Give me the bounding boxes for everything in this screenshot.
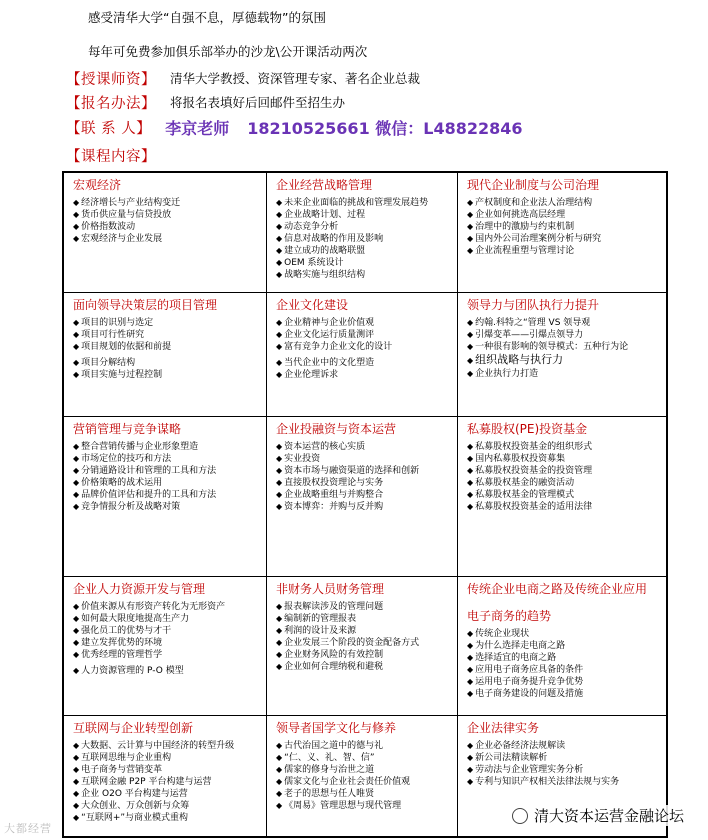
course-title: 现代企业制度与公司治理 [467, 178, 600, 192]
course-item: ◆ 私募股权基金的管理模式 [467, 490, 575, 500]
course-item: ◆ 利润的设计及来源 [276, 626, 357, 636]
course-item: ◆ 价格指数波动 [73, 222, 136, 232]
course-title: 非财务人员财务管理 [276, 582, 385, 596]
course-item: ◆ 建立发挥优势的环境 [73, 638, 163, 648]
course-item: ◆ 品牌价值评估和提升的工具和方法 [73, 490, 217, 500]
register-label: 【报名办法】 [66, 95, 156, 112]
wechat-watermark [510, 805, 686, 826]
course-title: 面向领导决策层的项目管理 [73, 298, 218, 312]
course-item: ◆ “仁、义、礼、智、信” [276, 753, 375, 763]
course-item: ◆ 约翰.科特之“管理 VS 领导观 [467, 318, 591, 328]
course-title: 企业人力资源开发与管理 [73, 582, 206, 596]
course-item: ◆ 企业 O2O 平台构建与运营 [73, 789, 188, 799]
course-item: ◆ 儒家文化与企业社会责任价值观 [276, 777, 411, 787]
course-item: ◆ 市场定位的技巧和方法 [73, 454, 172, 464]
course-item: ◆ 资本市场与融资渠道的选择和创新 [276, 466, 420, 476]
course-item: ◆ 应用电子商务应具备的条件 [467, 665, 584, 675]
course-item: ◆ 资本运营的核心实质 [276, 442, 366, 452]
course-item: ◆ 组织战略与执行力 [467, 353, 564, 366]
course-item: ◆ 《周易》管理思想与现代管理 [276, 801, 402, 811]
course-cell [267, 577, 458, 716]
course-item: ◆ 价值来源从有形资产转化为无形资产 [73, 602, 226, 612]
course-item: ◆ 企业流程重塑与管理讨论 [467, 246, 575, 256]
register-row [66, 91, 345, 113]
course-item: ◆ OEM 系统设计 [276, 258, 344, 268]
course-cell [267, 716, 458, 836]
course-item: ◆ 企业发展三个阶段的资金配备方式 [276, 638, 420, 648]
course-grid [62, 171, 668, 838]
course-title: 企业投融资与资本运营 [276, 422, 397, 436]
course-item: ◆ 直接股权投资理论与实务 [276, 478, 384, 488]
course-item: ◆ 为什么选择走电商之路 [467, 641, 566, 651]
course-item: ◆ 电子商务建设的问题及措施 [467, 689, 584, 699]
course-item: ◆ 一种很有影响的领导模式：五种行为论 [467, 342, 629, 352]
corner-logo: 大都经营 [4, 822, 52, 835]
course-item: ◆ 富有竞争力企业文化的设计 [276, 342, 393, 352]
course-item: ◆ 企业伦理诉求 [276, 370, 339, 380]
course-item: ◆ 专利与知识产权相关法律法规与实务 [467, 777, 620, 787]
course-cell [267, 173, 458, 293]
course-cell [267, 293, 458, 417]
course-item: ◆ 大众创业、万众创新与众筹 [73, 801, 190, 811]
course-title: 企业文化建设 [276, 298, 349, 312]
course-item: ◆ 报表解读涉及的管理问题 [276, 602, 384, 612]
course-item: ◆ 企业如何合理纳税和避税 [276, 662, 384, 672]
course-item: ◆ 劳动法与企业管理实务分析 [467, 765, 584, 775]
course-item: ◆ 实业投资 [276, 454, 321, 464]
course-item: ◆ 编制新的管理报表 [276, 614, 357, 624]
course-item: ◆ 人力资源管理的 P-O 模型 [73, 666, 184, 676]
course-item: ◆ 建立成功的战略联盟 [276, 246, 366, 256]
course-title: 营销管理与竞争谋略 [73, 422, 182, 436]
course-item: ◆ 私募股权基金的融资活动 [467, 478, 575, 488]
course-item: ◆ 分销通路设计和管理的工具和方法 [73, 466, 217, 476]
intro-line-2: 每年可免费参加俱乐部举办的沙龙\公开课活动两次 [88, 44, 368, 59]
course-item: ◆ 国内外公司治理案例分析与研究 [467, 234, 602, 244]
course-cell [458, 173, 666, 293]
course-item: ◆ 资本博弈：并购与反并购 [276, 502, 384, 512]
course-item: ◆ 价格策略的战术运用 [73, 478, 163, 488]
course-item: ◆ 项目可行性研究 [73, 330, 145, 340]
course-item: ◆ 信息对战略的作用及影响 [276, 234, 384, 244]
course-title: 企业经营战略管理 [276, 178, 373, 192]
watermark-text: 清大资本运营金融论坛 [533, 807, 684, 825]
course-title: 领导者国学文化与修养 [276, 721, 397, 735]
content-row [66, 144, 156, 166]
course-item: ◆ 项目分解结构 [73, 358, 136, 368]
course-item: ◆ 产权制度和企业法人治理结构 [467, 198, 593, 208]
contact-row [66, 116, 523, 138]
contact-phone: 18210525661 微信：L48822846 [247, 118, 523, 138]
course-item: ◆ 治理中的激励与约束机制 [467, 222, 575, 232]
course-cell [458, 577, 666, 716]
course-item: ◆ 强化员工的优势与才干 [73, 626, 172, 636]
course-item: ◆ 未来企业面临的挑战和管理发展趋势 [276, 198, 429, 208]
course-item: ◆ 项目的识别与选定 [73, 318, 154, 328]
course-item: ◆ 运用电子商务提升竞争优势 [467, 677, 584, 687]
course-title: 互联网与企业转型创新 [73, 721, 194, 735]
course-cell [64, 173, 267, 293]
course-item: ◆ 竞争情报分析及战略对策 [73, 502, 181, 512]
course-title: 企业法律实务 [467, 721, 540, 735]
course-item: ◆ 项目实施与过程控制 [73, 370, 163, 380]
course-item: ◆ 宏观经济与企业发展 [73, 234, 163, 244]
course-cell [458, 293, 666, 417]
course-item: ◆ 互联网金融 P2P 平台构建与运营 [73, 777, 212, 787]
course-item: ◆ 电子商务与营销变革 [73, 765, 163, 775]
contact-name: 李京老师 [165, 118, 230, 138]
course-cell [458, 417, 666, 577]
contact-label: 【联 系 人】 [66, 120, 152, 137]
teachers-value: 清华大学教授、资深管理专家、著名企业总裁 [170, 71, 421, 86]
course-title: 宏观经济 [73, 178, 122, 192]
course-item: ◆ 传统企业现状 [467, 629, 530, 639]
course-cell [267, 417, 458, 577]
course-item: ◆ 互联网思维与企业重构 [73, 753, 172, 763]
course-item: ◆ “互联网+”与商业模式重构 [73, 813, 189, 823]
course-subtitle: 电子商务的趋势 [467, 609, 552, 623]
course-cell [64, 577, 267, 716]
course-item: ◆ 企业精神与企业价值观 [276, 318, 375, 328]
course-item: ◆ 大数据、云计算与中国经济的转型升级 [73, 741, 235, 751]
course-title: 私募股权(PE)投资基金 [467, 422, 588, 436]
course-item: ◆ 私募股权投资基金的投资管理 [467, 466, 593, 476]
course-cell [64, 293, 267, 417]
course-item: ◆ 新公司法精读解析 [467, 753, 548, 763]
intro-line-1: 感受清华大学“自强不息，厚德载物”的氛围 [88, 10, 326, 25]
course-item: ◆ 引爆变革——引爆点领导力 [467, 330, 584, 340]
teachers-row [66, 67, 420, 89]
course-item: ◆ 选择适宜的电商之路 [467, 653, 557, 663]
course-title: 领导力与团队执行力提升 [467, 298, 600, 312]
course-item: ◆ 企业必备经济法规解读 [467, 741, 566, 751]
course-item: ◆ 优秀经理的管理哲学 [73, 650, 163, 660]
course-item: ◆ 私募股权投资基金的适用法律 [467, 502, 593, 512]
course-item: ◆ 战略实施与组织结构 [276, 270, 366, 280]
course-item: ◆ 动态竞争分析 [276, 222, 339, 232]
course-item: ◆ 企业战略重组与并购整合 [276, 490, 384, 500]
course-item: ◆ 企业文化运行质量测评 [276, 330, 375, 340]
course-item: ◆ 项目规划的依据和前提 [73, 342, 172, 352]
course-title: 传统企业电商之路及传统企业应用 [467, 582, 648, 596]
content-label: 【课程内容】 [66, 148, 156, 165]
course-item: ◆ 企业如何挑选高层经理 [467, 210, 566, 220]
course-item: ◆ 国内私募股权投资募集 [467, 454, 566, 464]
course-item: ◆ 儒家的修身与治世之道 [276, 765, 375, 775]
course-item: ◆ 如何最大限度地提高生产力 [73, 614, 190, 624]
course-item: ◆ 古代治国之道中的德与礼 [276, 741, 384, 751]
course-item: ◆ 企业财务风险的有效控制 [276, 650, 384, 660]
course-cell [64, 417, 267, 577]
teachers-label: 【授课师资】 [66, 71, 156, 88]
register-value: 将报名表填好后回邮件至招生办 [170, 95, 346, 110]
course-item: ◆ 经济增长与产业结构变迁 [73, 198, 181, 208]
course-item: ◆ 企业执行力打造 [467, 369, 539, 379]
course-item: ◆ 当代企业中的文化塑造 [276, 358, 375, 368]
course-item: ◆ 私募股权投资基金的组织形式 [467, 442, 593, 452]
course-item: ◆ 企业战略计划、过程 [276, 210, 366, 220]
wechat-official-icon [512, 808, 528, 824]
course-cell [64, 716, 267, 836]
course-item: ◆ 货币供应量与信贷投放 [73, 210, 172, 220]
course-item: ◆ 老子的思想与任人唯贤 [276, 789, 375, 799]
course-item: ◆ 整合营销传播与企业形象塑造 [73, 442, 199, 452]
